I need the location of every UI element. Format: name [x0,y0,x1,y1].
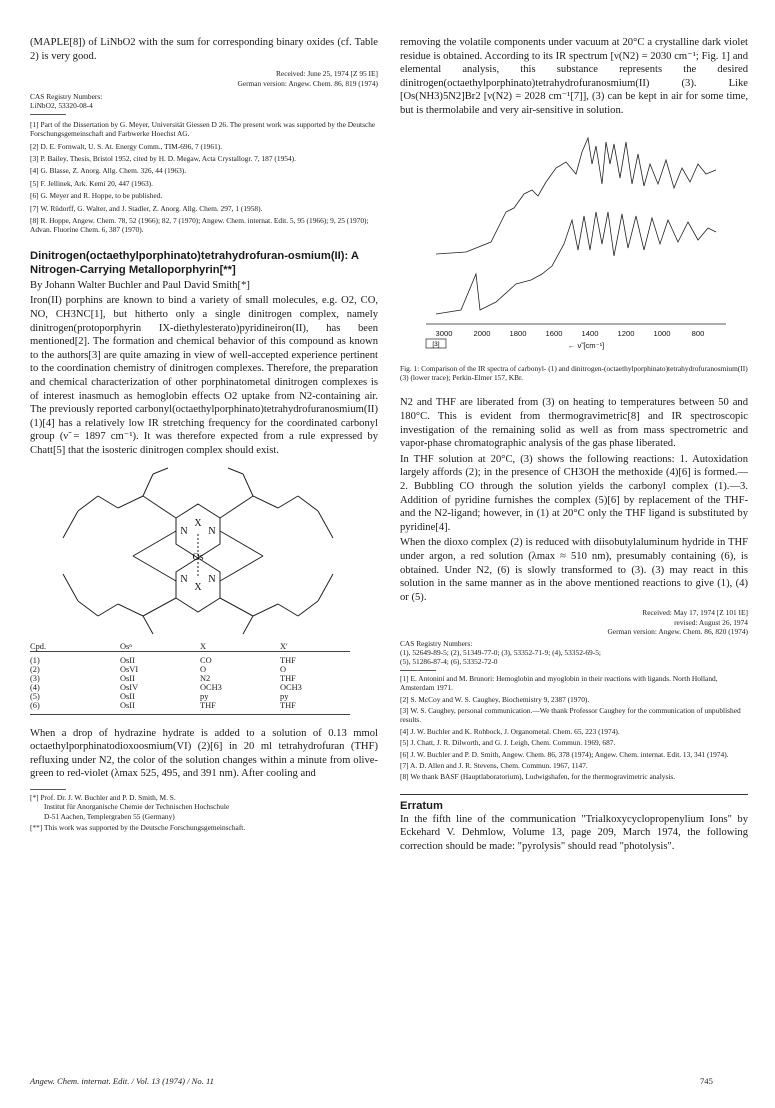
table-header: X [200,641,207,651]
table-cell: OCH3 [200,682,222,692]
axis-tick-label: 1400 [581,328,599,338]
table-cell: THF [280,655,296,665]
table-cell: OsII [120,673,135,683]
german-version-line: German version: Angew. Chem. 86, 820 (1974) [607,627,748,637]
table-cell: OsIV [120,682,139,692]
reference-item: [2] D. E. Fornwalt, U. S. At. Energy Comm., TIM-696, 7 (1961). [30,141,223,151]
cas-numbers: (5), 51286-87-4; (6), 53352-72-0 [400,657,498,667]
table-row [30,674,350,683]
german-version-line: German version: Angew. Chem. 86, 819 (1974) [237,78,378,88]
struct-label-n: N [180,525,188,537]
table-cell: THF [280,673,296,683]
axis-label: ← ν̃ [cm⁻¹] [567,340,605,350]
body-paragraph: removing the volatile components under vacuum at 20°C a crystalline dark violet residue is obtained. According to its IR spectrum [ν(N2) = 2030 cm⁻¹; Fig. 1] and elemental analysis, this substance represents the desired dinitrogen(octaethylporphinato)tetrahydrofuranosmium(II) (3). Like [Os(NH3)5N2]Br2 [ν(N2) = 2028 cm⁻¹[7]], (3) can be kept in air for some time, but is thermolabile and very air-sensitive in solution. [400,37,748,116]
table-cell: (4) [30,682,40,692]
table-cell: OsII [120,655,135,665]
reference-item: [3] P. Bailey, Thesis, Bristol 1952, cited by H. D. Megaw, Acta Crystallogr. 7, 187 (1954). [30,154,296,164]
cas-label: CAS Registry Numbers: [400,638,473,648]
reference-item: [4] J. W. Buchler and K. Rohbock, J. Organometal. Chem. 65, 223 (1974). [400,726,620,736]
table-header: Osⁿ [120,641,132,651]
reference-item: [1] Part of the Dissertation by G. Meyer, Universität Giessen D 26. The present work was supported by the Deutsche Forschungsgemeinschaft and Farbwerke Hoechst AG. [30,119,376,139]
footnote: [*] Prof. Dr. J. W. Buchler and P. D. Smith, M. S. [30,792,176,802]
table-row [30,692,350,701]
reference-item: [3] W. S. Caughey, personal communication.—We thank Professor Caughey for the communication of unpublished results. [400,705,741,725]
reference-item: [6] J. W. Buchler and P. D. Smith, Angew. Chem. 86, 378 (1974); Angew. Chem. internat. Edit. 13, 341 (1974). [400,749,729,759]
reference-list [400,674,748,782]
footnote: D-51 Aachen, Templergraben 55 (Germany) [44,811,175,821]
table-cell: OsII [120,691,135,701]
article-authors: By Johann Walter Buchler and Paul David Smith[*] [30,279,250,291]
axis-tick-label: 1800 [509,328,527,338]
struct-label-n: N [208,525,216,537]
reference-item: [7] A. D. Allen and J. R. Stevens, Chem. Commun. 1967, 1147. [400,760,588,770]
compound-table [30,642,350,715]
table-cell: OsVI [120,664,139,674]
reference-item: [2] S. McCoy and W. S. Caughey, Biochemistry 9, 2387 (1970). [400,694,590,704]
table-cell: (5) [30,691,40,701]
cas-label: CAS Registry Numbers: [30,92,103,101]
axis-tick-label: 800 [691,328,705,338]
left-column [30,36,378,833]
table-header: X′ [280,641,288,651]
axis-tick-label: 2000 [473,328,491,338]
reference-item: [6] G. Meyer and R. Hoppe, to be published. [30,191,163,201]
axis-tick-label: 3000 [435,328,453,338]
reference-item: [5] F. Jellinek, Ark. Kemi 20, 447 (1963). [30,178,153,188]
divider [400,794,748,795]
table-cell: py [280,691,289,701]
reference-item: [7] W. Rüdorff, G. Walter, and J. Stadler, Z. Anorg. Allg. Chem. 297, 1 (1958). [30,203,263,213]
struct-label-n: N [208,573,216,585]
right-column [400,36,748,854]
page-number: 745 [700,1076,713,1086]
figure-box-label: [3] [432,340,440,348]
table-header-row [30,642,350,652]
received-line: Received: June 25, 1974 [Z 95 IE] [275,69,378,79]
divider [400,670,436,671]
erratum-text: In the fifth line of the communication "Trialkoxycyclopropenylium Ions" by Eckehard V. Dehmlow, Volume 13, page 209, March 1974, the following correction should be made: "pyrolysis" should read "photolysis". [400,813,748,852]
table-cell: CO [200,655,212,665]
body-paragraph: In THF solution at 20°C, (3) shows the following reactions: 1. Autoxidation largely affords (2); in the presence of CH3OH the methoxide (4)[6] is formed.—2. Bubbling CO through the solution yields the carbonyl complex (1).—3. Addition of pyridine furnishes the complex (5)[6] by replacement of the THF- and the N2-ligand; however, in (1) at 20°C only the THF ligand is substituted by pyridine[4]. [400,453,748,533]
table-cell: py [200,691,209,701]
table-cell: (2) [30,664,40,674]
axis-tick-label: 1200 [617,328,635,338]
reference-item: [8] R. Hoppe, Angew. Chem. 78, 52 (1966); 82, 7 (1970); Angew. Chem. internat. Edit. 5, 95 (1966); 9, 25 (1970); Advan. Fluorine Chem. 6, 387 (1970). [30,216,369,235]
article-title: Dinitrogen(octaethylporphinato)tetrahydrofuran-osmium(II): A Nitrogen-Carrying Metalloporphyrin[**] [30,249,359,276]
table-cell: THF [200,700,216,710]
struct-label-x: X [194,517,202,529]
cas-numbers: (1), 52649-89-5; (2), 51349-77-0; (3), 53352-71-9; (4), 53352-69-5; [400,647,601,657]
ir-spectrum-figure [406,124,736,364]
table-cell: O [200,664,207,674]
table-cell: OCH3 [280,682,302,692]
footnote: [**] This work was supported by the Deutsche Forschungsgemeinschaft. [30,823,246,833]
intro-paragraph: (MAPLE[8]) of LiNbO2 with the sum for corresponding binary oxides (cf. Table 2) is very good. [30,37,378,62]
received-line: Received: May 17, 1974 [Z 101 IE] [642,608,748,618]
divider [30,789,66,790]
table-row [30,665,350,674]
footnote: Institut für Anorganische Chemie der Technischen Hochschule [44,802,230,812]
body-paragraph: Iron(II) porphins are known to bind a variety of small molecules, e.g. O2, CO, NO, CH3NC[1], but hitherto only a single dinitrogen complex, namely dinitrogen(protoporphyrin IX-diethylesterato)pyridineiron(II), has been mentioned[2]. The formation and chemical behavior of this compound as known to the authors[3] are quite amazing in view of well-accepted experience pertinent to the coordination chemistry of dinitrogen complexes. Therefore, the preparation and chemical characterization of other porphinatometal dinitrogen complexes is of interest inasmuch as hemoglobin effects O2 uptake from N2-containing air. The previously reported carbonyl(octaethylporphinato)tetrahydrofuranosmium(II) (1)[4] has a relatively low IR stretching frequency for the coordinated carbonyl group (ν̃ = 1897 cm⁻¹). It was therefore expected from a rule expressed by Chatt[5] that the isosteric dinitrogen complex should exist. [30,295,378,456]
table-row [30,651,350,665]
table-cell: N2 [200,673,211,683]
table-cell: (6) [30,700,40,710]
table-cell: OsII [120,700,135,710]
table-row [30,701,350,715]
divider [30,114,66,115]
cas-numbers: LiNbO2, 53320-08-4 [30,101,93,111]
reference-item: [4] G. Blasse, Z. Anorg. Allg. Chem. 326, 44 (1963). [30,166,187,176]
body-paragraph: When a drop of hydrazine hydrate is added to a solution of 0.13 mmol octaethylporphinatodioxoosmium(VI) (2)[6] in 20 ml tetrahydrofuran (THF) refluxing under N2, the color of the solution changes within a minute from olive-green to red-violet (λmax 525, 495, and 391 nm). After cooling and [30,727,378,780]
struct-label-os: Os [192,551,204,563]
table-cell: THF [280,700,296,710]
reference-list [30,120,378,235]
reference-item: [8] We thank BASF (Hauptlaboratorium), Ludwigshafen, for the thermogravimetric analysis. [400,772,676,782]
erratum-title: Erratum [400,799,443,812]
journal-citation: Angew. Chem. internat. Edit. / Vol. 13 (1974) / No. 11 [30,1076,214,1086]
axis-tick-label: 1000 [653,328,671,338]
table-cell: O [280,664,287,674]
porphyrin-structure-diagram [48,466,348,636]
body-paragraph: When the dioxo complex (2) is reduced with diisobutylaluminum hydride in THF under argon, a red solution (λmax ≈ 510 nm), presumably containing (6), is obtained. Under N2, (6) is slowly transformed to (3). (3) may react in this solution in the same manner as in the above mentioned reactions to give (1), (4) or (5). [400,537,748,603]
reference-item: [5] J. Chatt, J. R. Dilworth, and G. J. Leigh, Chem. Commun. 1969, 687. [400,738,616,748]
struct-label-n: N [180,573,188,585]
table-cell: (1) [30,655,40,665]
body-paragraph: N2 and THF are liberated from (3) on heating to temperatures between 50 and 180°C. This is evident from thermogravimetric[8] and IR spectroscopic investigation of the remaining solid as well as from mass spectrometric and vapor-phase chromatographic analysis of the gas phase liberated. [400,397,748,450]
reference-item: [1] E. Antonini and M. Brunori: Hemoglobin and myoglobin in their reactions with ligands. North Holland, Amsterdam 1971. [400,673,718,693]
axis-tick-label: 1600 [545,328,563,338]
struct-label-x-prime: X [194,581,202,593]
table-cell: (3) [30,673,40,683]
table-row [30,683,350,692]
figure-caption: Fig. 1: Comparison of the IR spectra of carbonyl- (1) and dinitrogen-(octaethylporphinato)tetrahydrofuranosmium(II) (3) (lower trace); Perkin-Elmer 157, KBr. [400,363,748,382]
revised-line: revised: August 26, 1974 [674,617,748,627]
table-header: Cpd. [30,641,47,651]
